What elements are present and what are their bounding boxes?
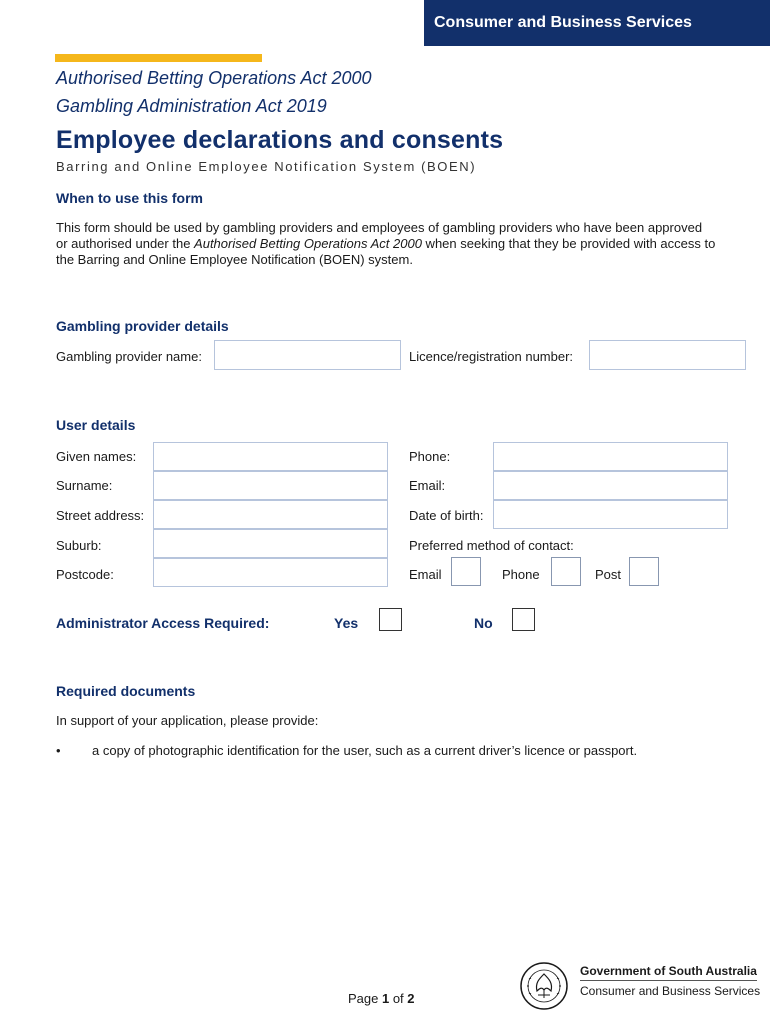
page-prefix: Page xyxy=(348,991,382,1006)
street-address-label: Street address: xyxy=(56,508,145,523)
suburb-label: Suburb: xyxy=(56,538,102,553)
suburb-field[interactable] xyxy=(153,529,388,558)
required-documents-heading: Required documents xyxy=(56,683,196,699)
postcode-label: Postcode: xyxy=(56,567,114,582)
user-details-heading: User details xyxy=(56,417,136,433)
when-to-use-text xyxy=(56,220,716,268)
contact-option-post-checkbox[interactable] xyxy=(629,557,659,586)
phone-field[interactable] xyxy=(493,442,728,471)
page-current: 1 xyxy=(381,991,390,1006)
street-address-field[interactable] xyxy=(153,500,388,529)
gov-subtitle: Consumer and Business Services xyxy=(580,984,761,998)
given-names-label: Given names: xyxy=(56,449,137,464)
gambling-provider-heading: Gambling provider details xyxy=(56,318,229,334)
licence-number-label: Licence/registration number: xyxy=(409,349,574,364)
preferred-contact-label: Preferred method of contact: xyxy=(409,538,574,553)
admin-access-yes-checkbox[interactable] xyxy=(379,608,402,631)
header-bar xyxy=(424,0,770,46)
date-of-birth-field[interactable] xyxy=(493,500,728,529)
when-to-use-text-part-1: This form should be used by gambling providers and employees of gambling providers who have been approved or authorised under the xyxy=(56,220,703,251)
gov-divider xyxy=(580,980,757,981)
required-documents-intro: In support of your application, please provide: xyxy=(56,713,319,728)
gambling-provider-name-label: Gambling provider name: xyxy=(56,349,202,364)
contact-option-phone-checkbox[interactable] xyxy=(551,557,581,586)
gov-title: Government of South Australia xyxy=(580,964,757,978)
sa-government-crest-icon xyxy=(519,961,569,1011)
act-reference: Authorised Betting Operations Act 2000 xyxy=(194,236,422,251)
act-line-2: Gambling Administration Act 2019 xyxy=(56,96,327,116)
page-title: Employee declarations and consents xyxy=(56,126,504,154)
admin-access-label: Administrator Access Required: xyxy=(56,615,270,631)
contact-option-email-label: Email xyxy=(409,567,442,582)
admin-access-no-checkbox[interactable] xyxy=(512,608,535,631)
page-number xyxy=(348,991,415,1006)
phone-label: Phone: xyxy=(409,449,451,464)
admin-access-no-label: No xyxy=(474,615,493,631)
page-subtitle: Barring and Online Employee Notification System (BOEN) xyxy=(56,159,477,174)
contact-option-email-checkbox[interactable] xyxy=(451,557,481,586)
email-field[interactable] xyxy=(493,471,728,500)
postcode-field[interactable] xyxy=(153,558,388,587)
required-document-item: a copy of photographic identification for the user, such as a current driver’s licence or passport. xyxy=(92,743,638,758)
surname-label: Surname: xyxy=(56,478,113,493)
admin-access-yes-label: Yes xyxy=(334,615,359,631)
gambling-provider-name-field[interactable] xyxy=(214,340,401,370)
when-to-use-text-part-2: when seeking that they be provided with access to the Barring and Online Employee Notification (BOEN) system. xyxy=(56,236,716,267)
bullet-marker: • xyxy=(56,743,61,758)
page-of: of xyxy=(389,991,408,1006)
org-label: Consumer and Business Services xyxy=(434,14,692,31)
email-label: Email: xyxy=(409,478,446,493)
when-to-use-heading: When to use this form xyxy=(56,190,203,206)
page-total: 2 xyxy=(407,991,415,1006)
contact-option-post-label: Post xyxy=(595,567,622,582)
accent-line xyxy=(55,54,262,62)
act-line-1: Authorised Betting Operations Act 2000 xyxy=(56,68,372,88)
date-of-birth-label: Date of birth: xyxy=(409,508,484,523)
licence-number-field[interactable] xyxy=(589,340,746,370)
surname-field[interactable] xyxy=(153,471,388,500)
given-names-field[interactable] xyxy=(153,442,388,471)
contact-option-phone-label: Phone xyxy=(502,567,540,582)
